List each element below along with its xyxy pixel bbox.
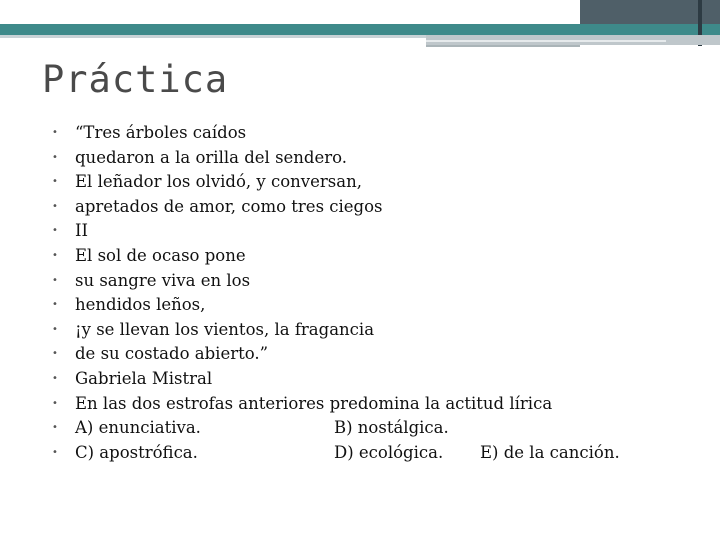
bullet-icon: • [52, 274, 58, 286]
option-e: E) de la canción. [480, 442, 620, 462]
bullet-icon: • [52, 225, 58, 237]
option-c: C) apostrófica. [75, 442, 198, 462]
header-teal-band [0, 24, 720, 35]
list-item [52, 318, 692, 343]
bullet-text: su sangre viva en los [75, 270, 251, 290]
bullet-text: El sol de ocaso pone [75, 245, 246, 265]
bullet-icon: • [52, 249, 58, 261]
list-item [52, 392, 692, 417]
option-d: D) ecológica. [334, 442, 444, 462]
list-item [52, 195, 692, 220]
bullet-icon: • [52, 151, 58, 163]
bullet-text: apretados de amor, como tres ciegos [75, 196, 383, 216]
bullet-icon: • [52, 397, 58, 409]
bullet-text: ¡y se llevan los vientos, la fragancia [75, 319, 375, 339]
bullet-icon: • [52, 299, 58, 311]
bullet-icon: • [52, 127, 58, 138]
bullet-icon: • [52, 446, 58, 458]
list-item [52, 367, 692, 392]
options-row [52, 416, 692, 441]
list-item [52, 244, 692, 269]
header-thin-line [426, 45, 580, 47]
option-a: A) enunciativa. [75, 418, 201, 438]
bullet-text: quedaron a la orilla del sendero. [75, 147, 348, 167]
bullet-icon: • [52, 372, 58, 384]
list-item [52, 219, 692, 244]
bullet-text: II [75, 221, 89, 241]
bullet-text: El leñador los olvidó, y conversan, [75, 172, 362, 192]
option-b: B) nostálgica. [334, 418, 449, 438]
bullet-text: “Tres árboles caídos [75, 123, 247, 142]
header-grey-highlight [426, 40, 666, 42]
slide-title: Práctica [42, 58, 229, 101]
list-item [52, 170, 692, 195]
bullet-icon: • [52, 200, 58, 212]
list-item [52, 269, 692, 294]
bullet-icon: • [52, 422, 58, 434]
bullet-text: de su costado abierto.” [75, 344, 269, 364]
list-item [52, 121, 692, 146]
options-row [52, 441, 692, 466]
author-name: Gabriela Mistral [75, 368, 213, 388]
bullet-icon: • [52, 348, 58, 360]
list-item [52, 293, 692, 318]
bullet-icon: • [52, 176, 58, 188]
list-item [52, 146, 692, 171]
bullet-icon: • [52, 323, 58, 335]
bullet-text: hendidos leños, [75, 295, 206, 315]
list-item [52, 342, 692, 367]
question-text: En las dos estrofas anteriores predomina la actitud lírica [75, 393, 553, 413]
bullet-list [52, 121, 692, 465]
